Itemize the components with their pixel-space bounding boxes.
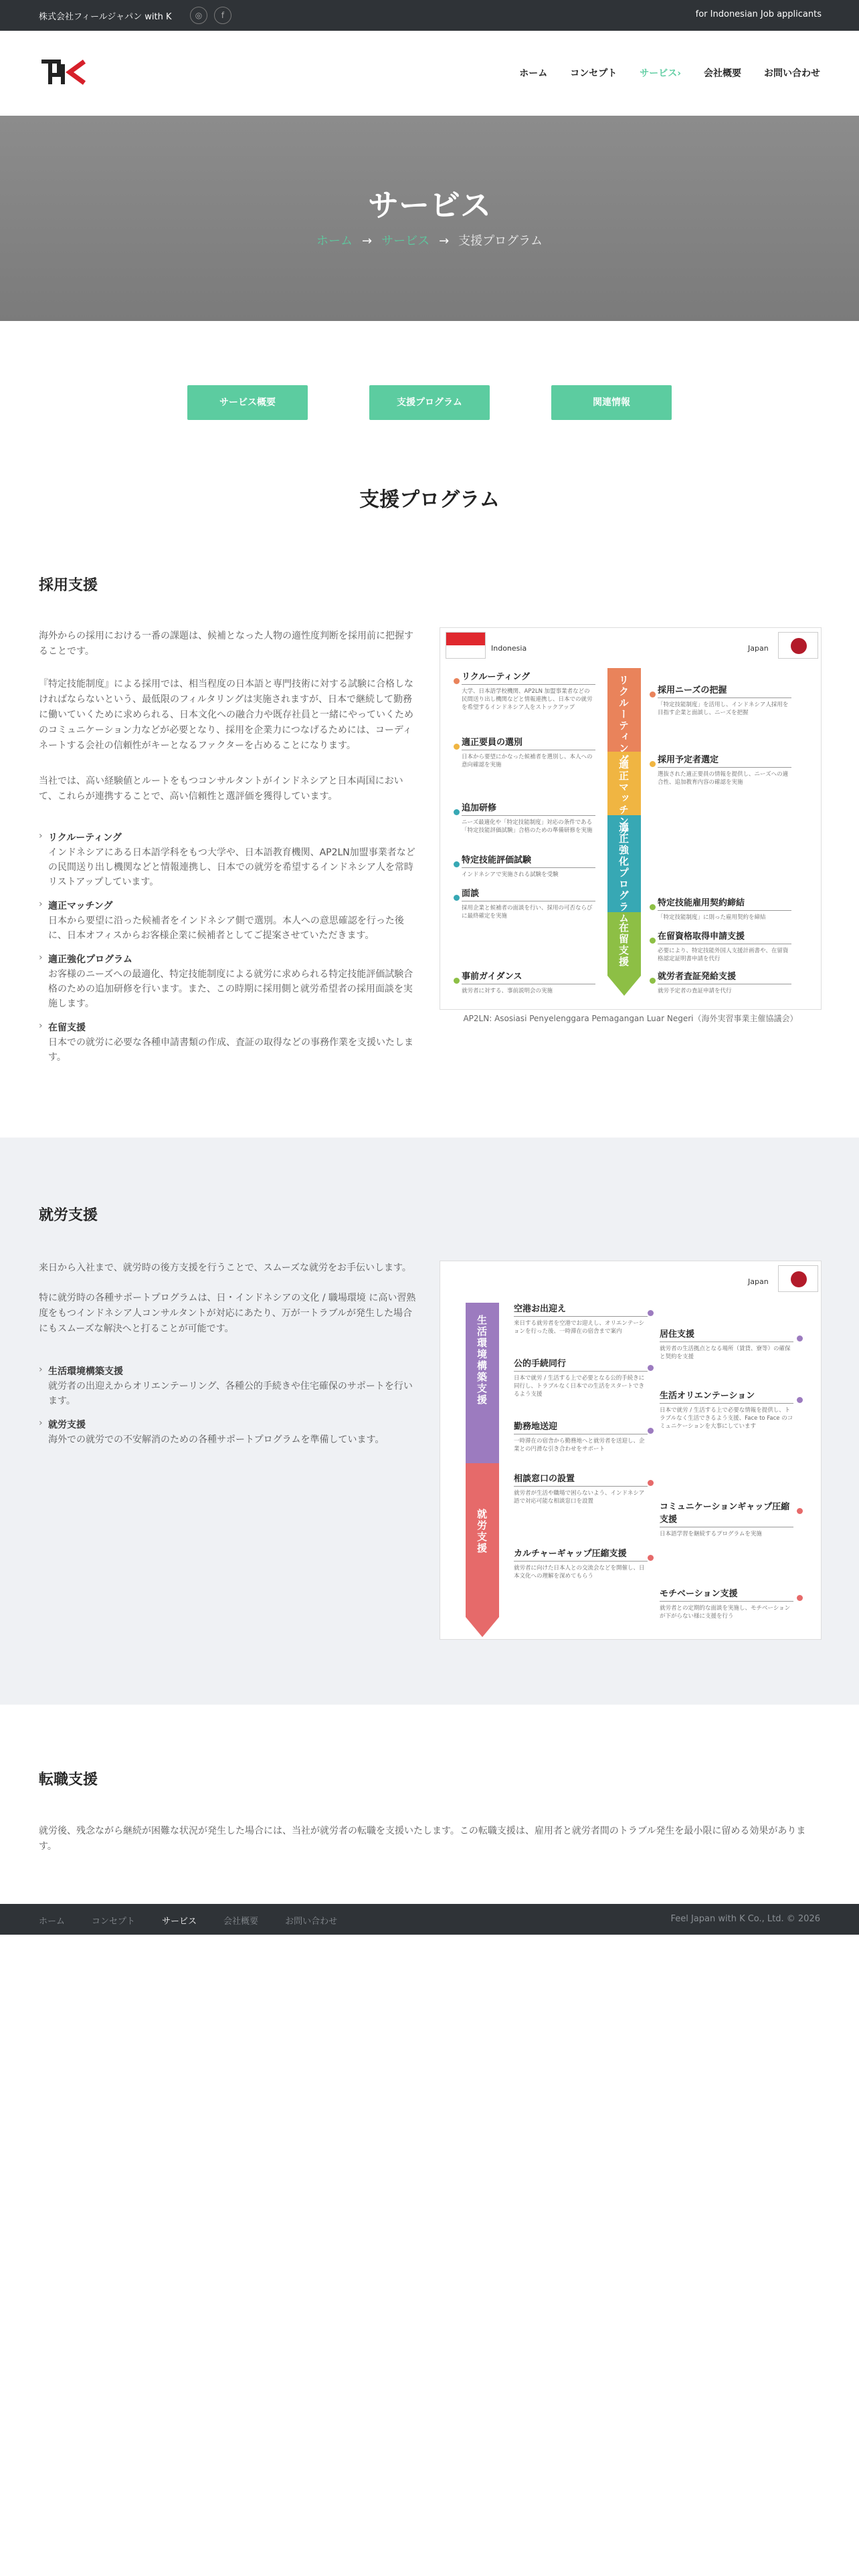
work-list [39, 1364, 417, 1457]
step-title: 空港お出迎え [514, 1301, 648, 1317]
nav-company[interactable]: 会社概要 [704, 68, 741, 79]
work-para-1: 来日から入社まで、就労時の後方支援を行うことで、スムーズな就労をお手伝いします。 [39, 1263, 411, 1273]
list-item-desc: インドネシアにある日本語学科をもつ大学や、日本語教育機関、AP2LN加盟事業者などの民間送り出し機関などと情報連携し、日本での就労を希望するインドネシア人を常時リストアップしています。 [48, 847, 415, 887]
footer-nav-service[interactable]: サービス [162, 1917, 197, 1927]
step-desc: 日本で就労 / 生活する上で必要となる公的手続きに同行し、トラブルなく日本での生活をスタートできるよう支援 [514, 1375, 645, 1398]
list-item-title: › 適正マッチング [48, 901, 113, 911]
arrow-icon: → [361, 234, 373, 248]
nav-contact[interactable]: お問い合わせ [764, 68, 820, 79]
step-desc: 就労者に対する、事前説明会の実施 [462, 988, 553, 994]
indonesia-label: Indonesia [491, 644, 527, 653]
nav-service-label: サービス [640, 68, 678, 79]
step-right [660, 1586, 793, 1620]
breadcrumb [0, 231, 859, 249]
japan-flag-icon [778, 632, 818, 659]
step-desc: 一時滞在の宿舎から勤務地へと就労者を送迎し、企業との円滑な引き合わせをサポート [514, 1438, 645, 1453]
step-title: モチベーション支援 [660, 1586, 793, 1602]
step-right [660, 1388, 793, 1430]
tab-support-program[interactable]: 支援プログラム [369, 385, 490, 420]
list-item-desc: 日本から要望に沿った候補者をインドネシア側で選別。本人への意思確認を行った後に、日本オフィスからお客様企業に候補者としてご提案させていただきます。 [48, 916, 404, 941]
facebook-icon[interactable]: f [214, 7, 231, 24]
step-desc: 「特定技能制度」を活用し、インドネシア人採用を目指す企業と面談し、ニーズを把握 [658, 702, 789, 716]
list-item-title: › 在留支援 [48, 1023, 86, 1033]
step-title: 勤務地送迎 [514, 1419, 648, 1434]
step-desc: 選抜された適正要員の情報を提供し、ニーズへの適合性、追加教育内容の確認を実施 [658, 771, 789, 786]
footer-nav-concept[interactable]: コンセプト [92, 1917, 136, 1927]
step-desc: 「特定技能制度」に則った雇用契約を締結 [658, 914, 766, 921]
main-nav [519, 66, 820, 80]
step-left [462, 800, 595, 835]
nav-service[interactable] [640, 66, 681, 80]
step-right [658, 929, 791, 963]
step-desc: インドネシアで実施される試験を受験 [462, 871, 559, 878]
recruit-list [39, 831, 417, 1074]
recruit-para-3: 当社では、高い経験値とルートをもつコンサルタントがインドネシアと日本両国において、これらが連携することで、高い信頼性と選評価を獲得しています。 [39, 776, 403, 802]
recruit-para-1: 海外からの採用における一番の課題は、候補となった人物の適性度判断を採用前に把握することです。 [39, 631, 413, 657]
step-desc: 日本語学習を継続するプログラムを実施 [660, 1531, 762, 1537]
step-left [462, 886, 595, 920]
step-title: 採用予定者選定 [658, 752, 791, 768]
change-title: 転職支援 [39, 1772, 98, 1788]
list-item [39, 1021, 417, 1065]
instagram-icon[interactable]: ◎ [190, 7, 207, 24]
list-item-title: › リクルーティング [48, 833, 122, 843]
step-right [658, 683, 791, 717]
footer-nav [39, 1914, 337, 1927]
step-desc: 日本で就労 / 生活する上で必要な情報を提供し、トラブルなく生活できるよう支援、Face to Face のコミュニケーションを大事にしています [660, 1407, 793, 1430]
step-desc: 大学、日本語学校機関、AP2LN 加盟事業者などの民間送り出し機関などと情報連携し、日本での就労を希望するインドネシア人をストックアップ [462, 688, 593, 711]
step-right [658, 969, 791, 995]
ribbon-program: 適正強化プログラム [617, 822, 630, 924]
list-item-title: › 適正強化プログラム [48, 954, 132, 965]
step-title: 採用ニーズの把握 [658, 683, 791, 698]
step-title: 追加研修 [462, 800, 595, 816]
recruit-title: 採用支援 [39, 577, 98, 594]
list-item-desc: 海外での就労での不安解消のための各種サポートプログラムを準備しています。 [48, 1434, 385, 1445]
breadcrumb-home[interactable]: ホーム [316, 234, 353, 248]
hero-banner [0, 116, 859, 321]
step-left [462, 735, 595, 769]
step-left [514, 1419, 648, 1453]
company-name: 株式会社フィールジャパン with K [39, 12, 172, 22]
japan-label: Japan [748, 1277, 769, 1286]
japan-label: Japan [748, 644, 769, 653]
step-right [660, 1499, 793, 1538]
hero-title: サービス [368, 187, 491, 223]
step-desc: 就労者との定期的な面談を実施し、モチベーションが下がらない様に支援を行う [660, 1605, 791, 1620]
work-flow-diagram [440, 1261, 822, 1640]
list-item-desc: 日本での就労に必要な各種申請書類の作成、査証の取得などの事務作業を支援いたします。 [48, 1037, 413, 1063]
list-item [39, 1418, 417, 1447]
nav-concept[interactable]: コンセプト [570, 68, 617, 79]
step-left [514, 1471, 648, 1505]
step-desc: 来日する就労者を空港でお迎えし、オリエンテーションを行った後、一時滞在の宿舎まで案内 [514, 1320, 645, 1335]
step-left [462, 853, 595, 879]
ribbon-residence: 在留支援 [617, 922, 630, 968]
step-desc: ニーズ最適化や「特定技能制度」対応の条件である「特定技能評価試験」合格のための準備研修を実施 [462, 819, 593, 834]
tab-overview[interactable]: サービス概要 [187, 385, 308, 420]
footer-nav-contact[interactable]: お問い合わせ [285, 1917, 338, 1927]
step-title: リクルーティング [462, 669, 595, 685]
ribbon-living: 生活環境構築支援 [476, 1315, 488, 1406]
step-title: 面談 [462, 886, 595, 901]
step-left [462, 669, 595, 712]
step-title: 事前ガイダンス [462, 969, 595, 984]
step-title: 生活オリエンテーション [660, 1388, 793, 1404]
step-title: 相談窓口の設置 [514, 1471, 648, 1487]
list-item [39, 952, 417, 1011]
ribbon-recruiting: リクルーティング [617, 675, 630, 766]
chevron-right-icon: › [677, 68, 681, 79]
list-item [39, 899, 417, 943]
list-item-title: › 就労支援 [48, 1420, 86, 1430]
service-tabs [0, 385, 859, 420]
page-title: 支援プログラム [359, 488, 500, 512]
diagram-caption: AP2LN: Asosiasi Penyelenggara Pemagangan Luar Negeri（海外実習事業主催協議会） [463, 1014, 798, 1023]
tab-related-info[interactable]: 関連情報 [551, 385, 672, 420]
list-item [39, 1364, 417, 1408]
step-desc: 採用企業と候補者の面談を行い、採用の可否ならびに最終確定を実施 [462, 905, 593, 920]
step-right [660, 1327, 793, 1361]
ribbon-work: 就労支援 [476, 1509, 488, 1554]
applicants-link[interactable]: for Indonesian Job applicants [695, 9, 822, 19]
step-desc: 必要により、特定技能外国人支援計画書や、在留資格認定証明書申請を代行 [658, 948, 789, 962]
top-bar [0, 0, 859, 31]
ribbon-matching: 適正マッチング [617, 759, 630, 839]
recruit-para-2: 『特定技能制度』による採用では、相当程度の日本語と専門技術に対する試験に合格しなければならないという、最低限のフィルタリングは実施されますが、日本で継続して勤務に働いていくために求められる、日本文化への融合力や既存社員と一緒にやっていくためのコミュニケーション力などが必要となり、採用を企業力につなげるためには、コーディネートする会社の信頼性がキーとなるファクターを占めることになります。 [39, 679, 413, 751]
step-desc: 就労予定者の査証申請を代行 [658, 988, 732, 994]
list-item-desc: 就労者の出迎えからオリエンテーリング、各種公的手続きや住宅確保のサポートを行います。 [48, 1381, 413, 1406]
step-desc: 就労者の生活拠点となる場所（賃貸、寮等）の確保と契約を支援 [660, 1346, 791, 1360]
step-title: 特定技能評価試験 [462, 853, 595, 868]
step-title: 在留資格取得申請支援 [658, 929, 791, 944]
work-para-2: 特に就労時の各種サポートプログラムは、日・インドネシアの文化 / 職場環境 に高い習熟度をもつインドネシア人コンサルタントが対応にあたり、万が一トラブルが発生した場合にもスムーズな解決へと打ることが可能です。 [39, 1293, 416, 1334]
site-header [0, 31, 859, 116]
step-title: コミュニケーションギャップ圧縮支援 [660, 1499, 793, 1527]
work-title: 就労支援 [39, 1207, 98, 1224]
step-desc: 就労者が生活や職場で困らないよう、インドネシア語で対応可能な相談窓口を設置 [514, 1490, 645, 1505]
breadcrumb-current: 支援プログラム [458, 234, 543, 248]
nav-home[interactable]: ホーム [519, 68, 548, 79]
step-desc: 就労者に向けた日本人との交流会などを開催し、日本文化への理解を深めてもらう [514, 1565, 645, 1580]
footer-nav-home[interactable]: ホーム [39, 1917, 66, 1927]
step-title: 公的手続同行 [514, 1356, 648, 1372]
logo[interactable] [39, 58, 87, 87]
recruit-flow-diagram [440, 627, 822, 1010]
step-left [514, 1546, 648, 1580]
japan-flag-icon [778, 1265, 818, 1292]
breadcrumb-service[interactable]: サービス [381, 234, 430, 248]
step-title: 就労者査証発給支援 [658, 969, 791, 984]
step-title: 居住支援 [660, 1327, 793, 1342]
step-desc: 日本から要望にかなった候補者を選別し、本人への意向確認を実施 [462, 754, 593, 768]
step-title: カルチャーギャップ圧縮支援 [514, 1546, 648, 1562]
list-item-desc: お客様のニーズへの最適化、特定技能制度による就労に求められる特定技能評価試験合格のための追加研修を行います。また、この時期に採用側と就労希望者の採用面談を実施します。 [48, 969, 413, 1009]
change-para: 就労後、残念ながら継続が困難な状況が発生した場合には、当社が就労者の転職を支援いたします。この転職支援は、雇用者と就労者間のトラブル発生を最小限に留める効果があります。 [39, 1826, 806, 1852]
arrow-icon: → [439, 234, 450, 248]
step-title: 適正要員の選別 [462, 735, 595, 750]
step-left [514, 1356, 648, 1398]
site-footer [0, 1904, 859, 1935]
list-item [39, 831, 417, 889]
indonesia-flag-icon [446, 632, 486, 659]
step-left [462, 969, 595, 995]
list-item-title: › 生活環境構築支援 [48, 1366, 123, 1377]
step-title: 特定技能雇用契約締結 [658, 895, 791, 911]
step-right [658, 752, 791, 786]
step-right [658, 895, 791, 922]
step-left [514, 1301, 648, 1335]
copyright: Feel Japan with K Co., Ltd. © 2026 [670, 1914, 820, 1924]
footer-nav-company[interactable]: 会社概要 [223, 1917, 259, 1927]
